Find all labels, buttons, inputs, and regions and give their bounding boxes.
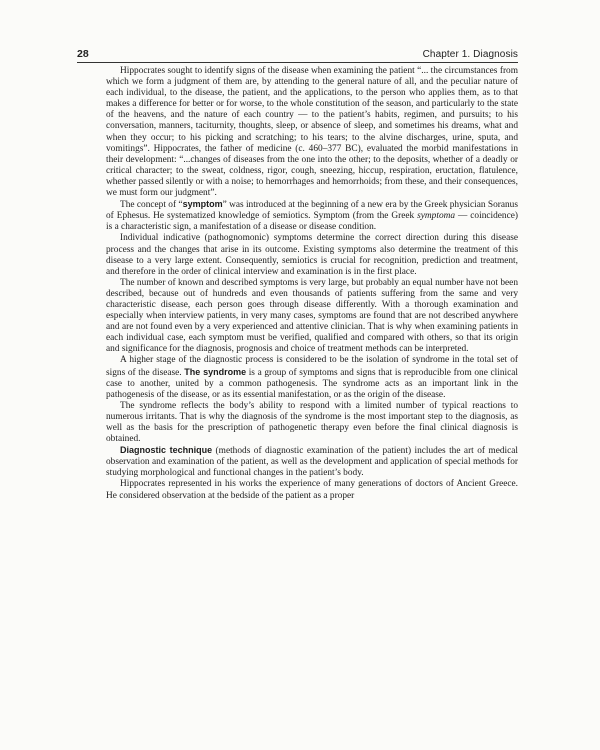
- paragraph-diagnostic-technique: [106, 445, 518, 479]
- page-number: 28: [77, 48, 89, 60]
- term-symptom: symptom: [182, 199, 223, 210]
- chapter-title: Chapter 1. Diagnosis: [422, 49, 518, 60]
- paragraph-syndrome-definition: [106, 355, 518, 400]
- header-rule: [77, 62, 518, 63]
- p5-text-before: A higher stage of the diagnostic process is considered to be the isolation of syndrome in the total set of signs of the disease.: [106, 355, 518, 378]
- term-diagnostic-technique: Diagnostic technique: [120, 445, 213, 456]
- paragraph-pathognomonic: Individual indicative (pathognomonic) symptoms determine the correct direction during this disease process and the changes that arise in its outcome. Existing symptoms also determine the treatment of this disease to a very large extent. Consequently, semiotics is crucial for recognition, prediction and treatment, and therefore in the order of clinical interview and examination is in the first place.: [106, 233, 518, 277]
- term-syndrome: The syndrome: [184, 366, 247, 377]
- p2-text-before: The concept of “: [120, 200, 183, 211]
- paragraph-hippocrates-signs: Hippocrates sought to identify signs of the disease when examining the patient “... the circumstances from which we form a judgment of them are, by attending to the general nature of all, and the peculiar nature of each individual, to the disease, the patient, and the applications, to the person who applies them, as to that makes a difference for better or for worse, to the whole constitution of the season, and particularly to the state of the heavens, and the nature of each country — to the patient’s habits, regimen, and pursuits; to his conversation, manners, taciturnity, thoughts, sleep, or absence of sleep, and sometimes his dreams, what and when they occur; to his picking and scratching; to his tears; to the alvine discharges, urine, sputa, and vomitings”. Hippocrates, the father of medicine (c. 460–377 BC), evaluated the morbid manifestations in their development: “...changes of diseases from the one into the other; to the deposits, whether of a deadly or critical character; to the sweat, coldness, rigor, cough, sneezing, hiccup, respiration, eructation, flatulence, whether passed silently or with a noise; to hemorrhages and hemorrhoids; from these, and their consequences, we must form our judgment”.: [106, 66, 518, 199]
- p7-text-after: (methods of diagnostic examination of the patient) includes the art of medical observation and examination of the patient, as well as the development and application of special methods for studying morphological and functional changes in the patient’s body.: [106, 446, 519, 479]
- paragraph-hippocrates-works: Hippocrates represented in his works the experience of many generations of doctors of Ancient Greece. He considered observation at the bedside of the patient as a proper: [106, 479, 518, 501]
- p5-text-after: is a group of symptoms and signs that is reproducible from one clinical case to another, united by a common pathogenesis. The syndrome acts as an important link in the pathogenesis of the disease, or as its essential manifestation, or as the origin of the disease.: [106, 367, 518, 400]
- p2-text-middle: ” was introduced at the beginning of a new era by the Greek physician Soranus of Ephesus. He systematized knowledge of semiotics. Symptom (from the Greek: [106, 200, 518, 222]
- paragraph-symptom-concept: [106, 199, 518, 233]
- p2-text-after: — coincidence) is a characteristic sign, a manifestation of a disease or disease condition.: [106, 211, 518, 233]
- running-header: [77, 44, 518, 60]
- paragraph-symptom-count: The number of known and described symptoms is very large, but probably an equal number have not been described, because out of hundreds and even thousands of patients suffering from the same and very characteristic disease, each person goes through disease differently. With a thorough examination and especially when interview patients, in very many cases, symptoms are found that are not described anywhere and are not found even by a very experienced and attentive clinician. That is why when examining patients in each individual case, each symptom must be verified, qualified and compared with others, so that its origin and significance for the diagnosis, prognosis and choice of treatment methods can be interpreted.: [106, 277, 518, 355]
- term-symptoma: symptoma: [417, 211, 456, 222]
- paragraph-syndrome-reflects: The syndrome reflects the body’s ability to respond with a limited number of typical reactions to numerous irritants. That is why the diagnosis of the syndrome is the most important step to the diagnosis, as well as the basis for the prescription of pathogenetic therapy even before the final clinical diagnosis is obtained.: [106, 400, 518, 445]
- body-text: [106, 66, 518, 502]
